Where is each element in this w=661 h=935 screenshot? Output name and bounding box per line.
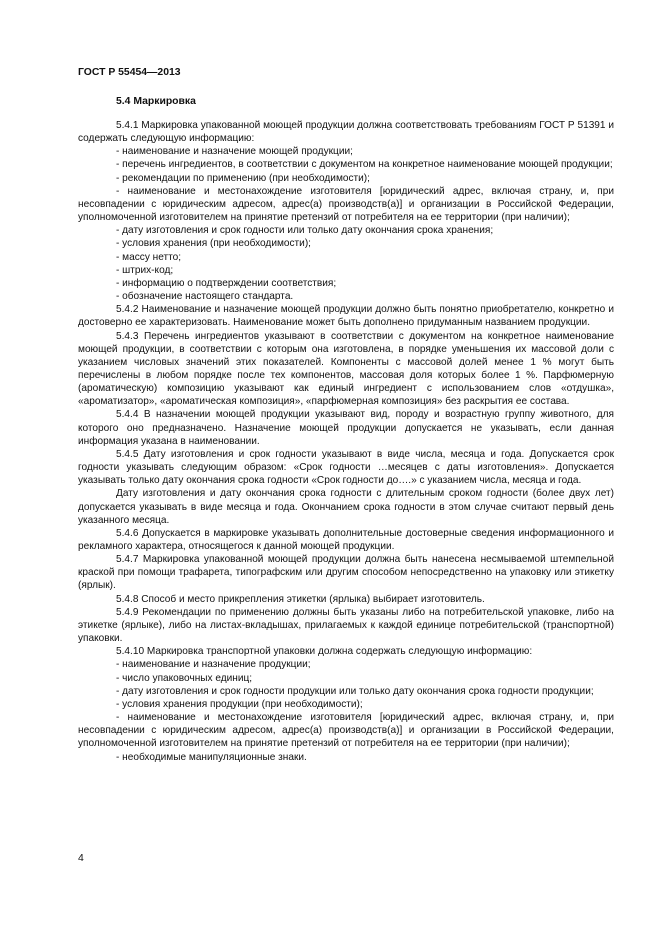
list-item: - рекомендации по применению (при необходимости); [116,172,370,184]
list-item: - необходимые манипуляционные знаки. [116,751,307,763]
section-title: 5.4 Маркировка [116,96,196,107]
list-item: - информацию о подтверждении соответствия; [116,277,337,289]
paragraph-5-4-3: 5.4.3 Перечень ингредиентов указывают в соответствии с документом на конкретное наименование моющей продукции, в соответствии с которым она изготовлена, в порядке уменьшения их массовой доли с указанием числовых значений этих показателей. Компоненты с массовой долей менее 1 % могут быть перечислены в любом порядке после тех компонентов, массовая доля которых более 1 %. Парфюмерную (ароматическую) композицию указывают как единый ингредиент с использованием слов «отдушка», «ароматизатор», «ароматическая композиция», «парфюмерная композиция» без раскрытия ее состава. [78,330,614,408]
paragraph-5-4-7: 5.4.7 Маркировка упакованной моющей продукции должна быть нанесена несмываемой штемпельной краской при помощи трафарета, типографским или другим способом непосредственно на упаковку или этикетку (ярлык). [78,554,614,592]
paragraph-5-4-2: 5.4.2 Наименование и назначение моющей продукции должно быть понятно приобретателю, конкретно и достоверно ее характеризовать. Наименование может быть дополнено придуманным названием продукции. [78,304,614,329]
paragraph-5-4-4: 5.4.4 В назначении моющей продукции указывают вид, породу и возрастную группу животного, для которого оно предназначено. Назначение моющей продукции допускается не указывать, если данная информация указана в наименовании. [78,409,614,447]
paragraph-5-4-6: 5.4.6 Допускается в маркировке указывать дополнительные достоверные сведения информационного и рекламного характера, относящегося к данной моющей продукции. [78,527,614,552]
list-item: - перечень ингредиентов, в соответствии с документом на конкретное наименование моющей продукции; [116,159,613,171]
list-item: - массу нетто; [116,251,182,263]
list-item: - условия хранения продукции (при необходимости); [116,698,363,710]
paragraph-5-4-10: 5.4.10 Маркировка транспортной упаковки должна содержать следующую информацию: [116,646,533,658]
document-code: ГОСТ Р 55454—2013 [78,67,181,78]
page-number: 4 [78,853,84,864]
paragraph-5-4-5: 5.4.5 Дату изготовления и срок годности указывают в виде числа, месяца и года. Допускается срок годности указывать следующим образом: «Срок годности …месяцев с даты изготовления». Допускается указывать только дату окончания срока годности «Срок годности до….» с указанием числа, месяца и года. [78,448,614,487]
paragraph-5-4-8: 5.4.8 Способ и место прикрепления этикетки (ярлыка) выбирает изготовитель. [116,593,485,605]
list-item: - наименование и местонахождение изготовителя [юридический адрес, включая страну, и, при несовпадении с юридическим адресом, адрес(а) производств(а)] и организации в Российской Федерации, уполномоченной изготовителем на принятие претензий от потребителя на ее территории (при наличии); [78,712,614,750]
list-item: - наименование и местонахождение изготовителя [юридический адрес, включая страну, и, при несовпадении с юридическим адресом, адрес(а) производств(а)] и организации в Российской Федерации, уполномоченной изготовителем на принятие претензий от потребителя на ее территории (при наличии); [78,185,614,224]
section-body [78,119,614,764]
paragraph-5-4-1: 5.4.1 Маркировка упакованной моющей продукции должна соответствовать требованиям ГОСТ Р 51391 и содержать следующую информацию: [78,120,614,145]
list-item: - дату изготовления и срок годности или только дату окончания срока хранения; [116,225,494,237]
list-item: - штрих-код; [116,264,174,276]
list-item: - число упаковочных единиц; [116,672,253,684]
list-item: - наименование и назначение продукции; [116,659,311,671]
list-item: - дату изготовления и срок годности продукции или только дату окончания срока годности продукции; [116,685,594,697]
paragraph-5-4-9: 5.4.9 Рекомендации по применению должны быть указаны либо на потребительской упаковке, либо на этикетке (ярлыке), либо на листах-вкладышах, прилагаемых к каждой единице потребительской (транспортной) упаковки. [78,606,614,645]
list-item: - наименование и назначение моющей продукции; [116,146,353,158]
list-item: - условия хранения (при необходимости); [116,238,311,250]
list-item: - обозначение настоящего стандарта. [116,291,294,303]
paragraph-5-4-5-continued: Дату изготовления и дату окончания срока годности с длительным сроком годности (более двух лет) допускается указывать в виде месяца и года. Окончанием срока годности в этом случае считают первый день указанного месяца. [78,488,614,526]
